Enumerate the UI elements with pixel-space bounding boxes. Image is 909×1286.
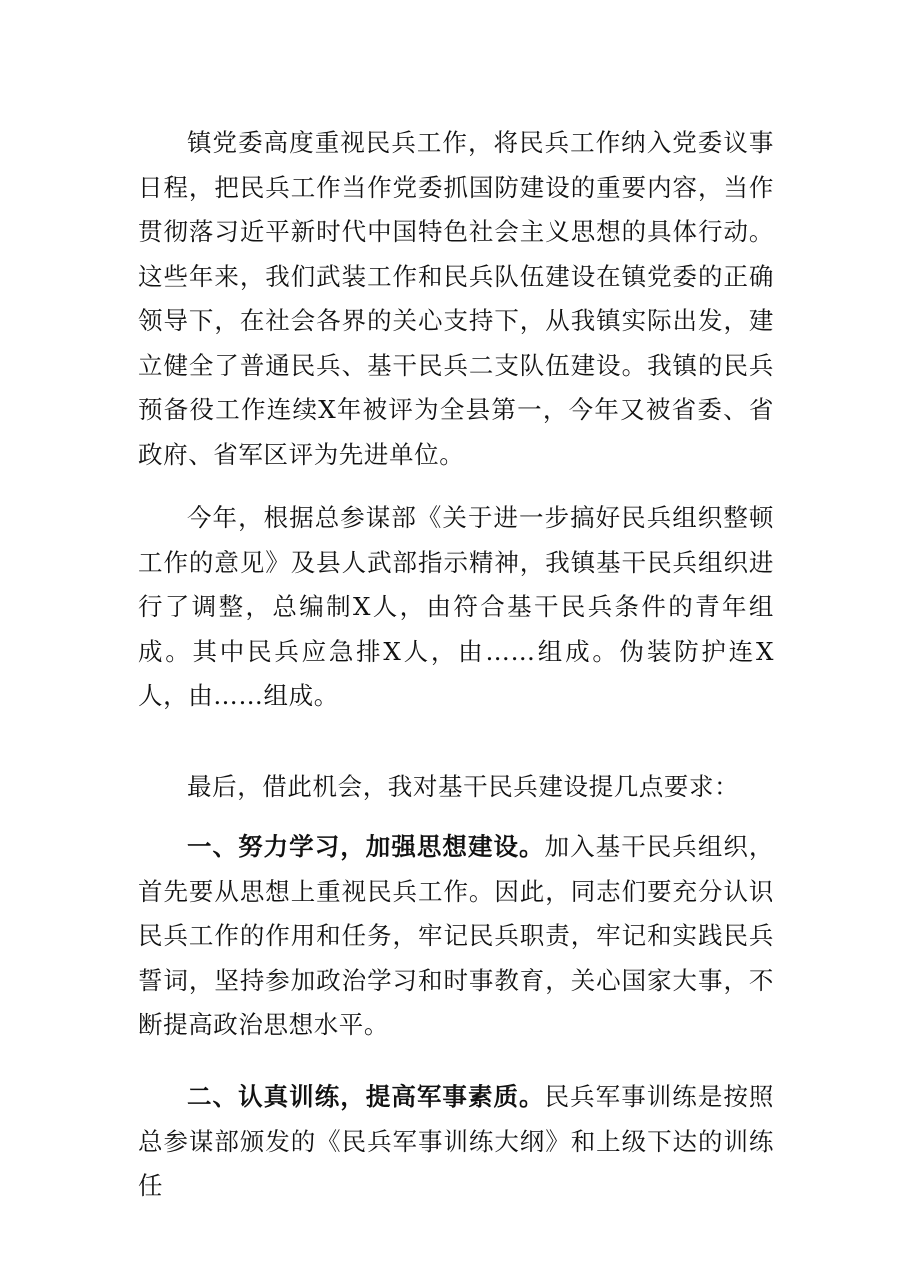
- requirement-heading: 一、努力学习，加强思想建设。: [187, 832, 545, 861]
- paragraph-requirements-intro: [138, 765, 774, 810]
- paragraph-text: 今年，根据总参谋部《关于进一步搞好民兵组织整顿工作的意见》及县人武部指示精神，我镇基干民兵组织进行了调整，总编制X人，由符合基干民兵条件的青年组成。其中民兵应急排X人，由……组成。伪装防护连X人，由……组成。: [138, 503, 774, 710]
- paragraph-requirement-one: [138, 825, 774, 1048]
- paragraph-text: 民兵军事训练是按照总参谋部颁发的《民兵军事训练大纲》和上级下达的训练任: [138, 1082, 774, 1200]
- paragraph-organization-adjustment: [138, 496, 774, 719]
- paragraph-text: 镇党委高度重视民兵工作，将民兵工作纳入党委议事日程，把民兵工作当作党委抓国防建设的重要内容，当作贯彻落习近平新时代中国特色社会主义思想的具体行动。这些年来，我们武装工作和民兵队伍建设在镇党委的正确领导下，在社会各界的关心支持下，从我镇实际出发，建立健全了普通民兵、基干民兵二支队伍建设。我镇的民兵预备役工作连续X年被评为全县第一，今年又被省委、省政府、省军区评为先进单位。: [138, 128, 774, 469]
- paragraph-militia-work-overview: [138, 121, 774, 477]
- requirement-heading: 二、认真训练，提高军事素质。: [187, 1082, 545, 1111]
- paragraph-text: 最后，借此机会，我对基干民兵建设提几点要求：: [187, 772, 740, 801]
- paragraph-text: 加入基干民兵组织，首先要从思想上重视民兵工作。因此，同志们要充分认识民兵工作的作用和任务，牢记民兵职责，牢记和实践民兵誓词，坚持参加政治学习和时事教育，关心国家大事，不断提高政治思想水平。: [138, 832, 774, 1039]
- paragraph-requirement-two: [138, 1075, 774, 1209]
